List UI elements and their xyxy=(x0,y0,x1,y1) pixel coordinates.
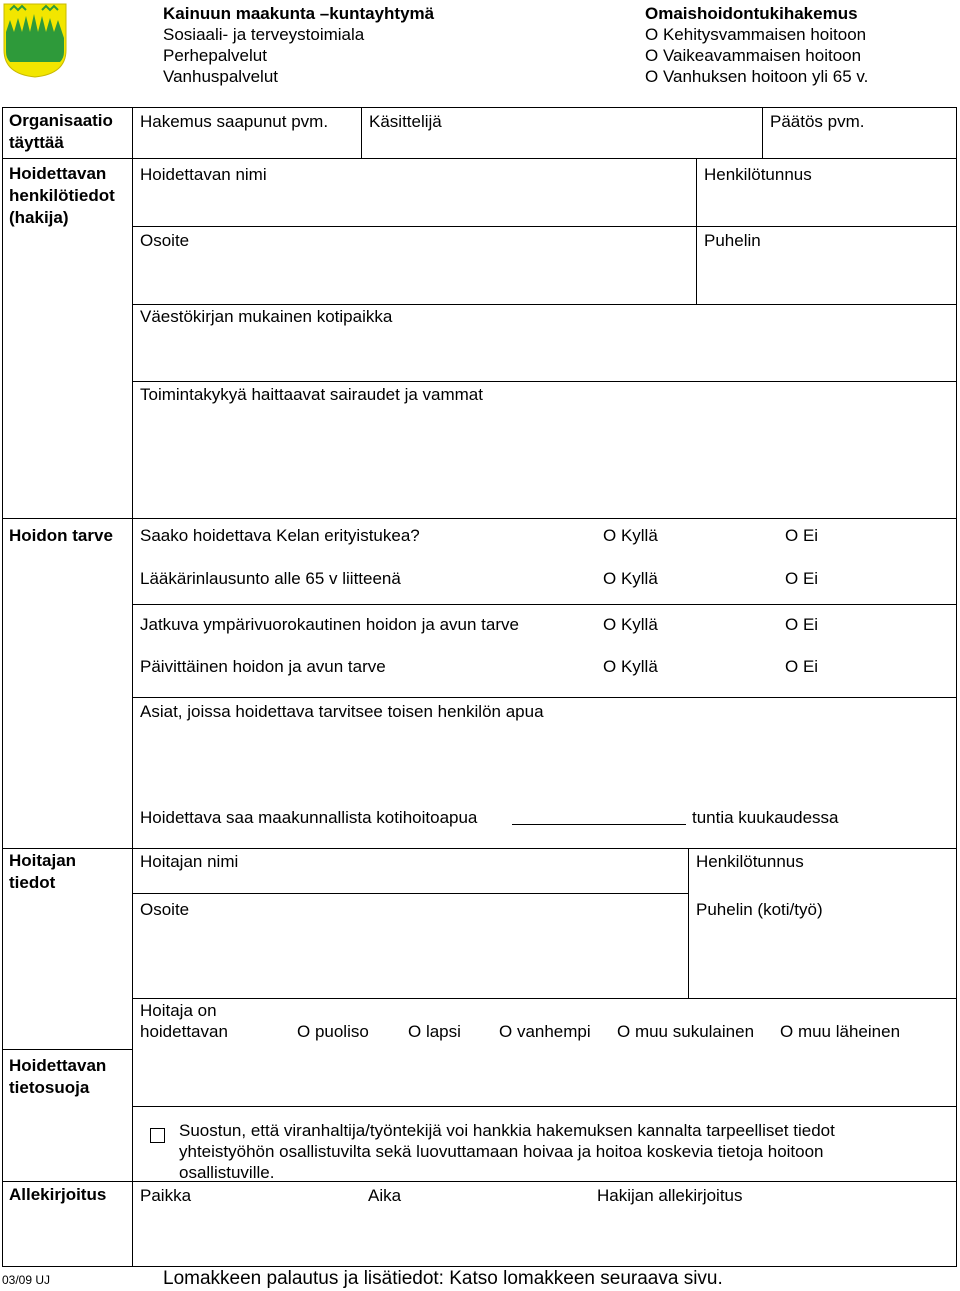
place-field[interactable]: Paikka xyxy=(140,1186,192,1205)
no-option[interactable]: O Ei xyxy=(785,569,819,588)
carer-phone-field[interactable]: Puhelin (koti/työ) xyxy=(696,900,823,919)
form-type-option[interactable]: O Kehitysvammaisen hoitoon xyxy=(645,25,867,44)
patient-ssn-field[interactable]: Henkilötunnus xyxy=(704,165,812,184)
section-label-signature: Allekirjoitus xyxy=(9,1185,107,1204)
question-daily-care: Päivittäinen hoidon ja avun tarve xyxy=(140,657,386,676)
received-date-field[interactable]: Hakemus saapunut pvm. xyxy=(140,112,329,131)
consent-text: Suostun, että viranhaltija/työntekijä voi hankkia hakemuksen kannalta tarpeelliset tiedot xyxy=(179,1121,835,1140)
homecare-label: Hoidettava saa maakunnallista kotihoitoapua xyxy=(140,808,478,827)
patient-name-field[interactable]: Hoidettavan nimi xyxy=(140,165,267,184)
homecare-unit: tuntia kuukaudessa xyxy=(692,808,839,827)
relation-option-child[interactable]: O lapsi xyxy=(408,1022,461,1041)
time-field[interactable]: Aika xyxy=(368,1186,402,1205)
handler-field[interactable]: Käsittelijä xyxy=(369,112,442,131)
consent-text: yhteistyöhön osallistuvilta sekä luovuttamaan hoivaa ja hoitoa koskevia tietoja hoitoon xyxy=(179,1142,824,1161)
homecare-hours-input[interactable] xyxy=(512,824,686,825)
applicant-signature-field[interactable]: Hakijan allekirjoitus xyxy=(597,1186,743,1205)
carer-address-field[interactable]: Osoite xyxy=(140,900,190,919)
section-label-privacy: Hoidettavan tietosuoja xyxy=(9,1056,107,1097)
no-option[interactable]: O Ei xyxy=(785,657,819,676)
consent-text: osallistuville. xyxy=(179,1163,275,1182)
yes-option[interactable]: O Kyllä xyxy=(603,569,658,588)
form-code: 03/09 UJ xyxy=(2,1273,51,1287)
help-areas-field[interactable]: Asiat, joissa hoidettava tarvitsee toisen henkilön apua xyxy=(140,702,544,721)
decision-date-field[interactable]: Päätös pvm. xyxy=(770,112,865,131)
question-kela: Saako hoidettava Kelan erityistukea? xyxy=(140,526,420,545)
form-type-option[interactable]: O Vaikeavammaisen hoitoon xyxy=(645,46,862,65)
org-line: Perhepalvelut xyxy=(163,46,267,65)
footer-note: Lomakkeen palautus ja lisätiedot: Katso lomakkeen seuraava sivu. xyxy=(163,1268,723,1289)
org-line: Vanhuspalvelut xyxy=(163,67,278,86)
coat-of-arms-logo xyxy=(2,2,68,78)
no-option[interactable]: O Ei xyxy=(785,615,819,634)
relation-option-parent[interactable]: O vanhempi xyxy=(499,1022,591,1041)
relation-option-close-person[interactable]: O muu läheinen xyxy=(780,1022,901,1041)
no-option[interactable]: O Ei xyxy=(785,526,819,545)
section-label-carer: Hoitajan tiedot xyxy=(9,851,77,892)
patient-phone-field[interactable]: Puhelin xyxy=(704,231,761,250)
question-doctor-statement: Lääkärinlausunto alle 65 v liitteenä xyxy=(140,569,401,588)
form-type-option[interactable]: O Vanhuksen hoitoon yli 65 v. xyxy=(645,67,869,86)
relation-option-spouse[interactable]: O puoliso xyxy=(297,1022,369,1041)
relation-option-relative[interactable]: O muu sukulainen xyxy=(617,1022,755,1041)
carer-name-field[interactable]: Hoitajan nimi xyxy=(140,852,239,871)
form-title: Omaishoidontukihakemus xyxy=(645,4,858,23)
question-continuous-care: Jatkuva ympärivuorokautinen hoidon ja avun tarve xyxy=(140,615,519,634)
diseases-field[interactable]: Toimintakykyä haittaavat sairaudet ja vammat xyxy=(140,385,483,404)
yes-option[interactable]: O Kyllä xyxy=(603,526,658,545)
section-label-need: Hoidon tarve xyxy=(9,526,113,545)
relation-label: Hoitaja on xyxy=(140,1001,217,1020)
org-line: Sosiaali- ja terveystoimiala xyxy=(163,25,365,44)
home-municipality-field[interactable]: Väestökirjan mukainen kotipaikka xyxy=(140,307,393,326)
yes-option[interactable]: O Kyllä xyxy=(603,657,658,676)
relation-label: hoidettavan xyxy=(140,1022,228,1041)
patient-address-field[interactable]: Osoite xyxy=(140,231,190,250)
consent-checkbox[interactable] xyxy=(150,1128,165,1143)
yes-option[interactable]: O Kyllä xyxy=(603,615,658,634)
section-label-org: Organisaatio täyttää xyxy=(9,111,113,152)
org-title: Kainuun maakunta –kuntayhtymä xyxy=(163,4,435,23)
section-label-patient: Hoidettavan henkilötiedot (hakija) xyxy=(9,164,115,227)
carer-ssn-field[interactable]: Henkilötunnus xyxy=(696,852,804,871)
